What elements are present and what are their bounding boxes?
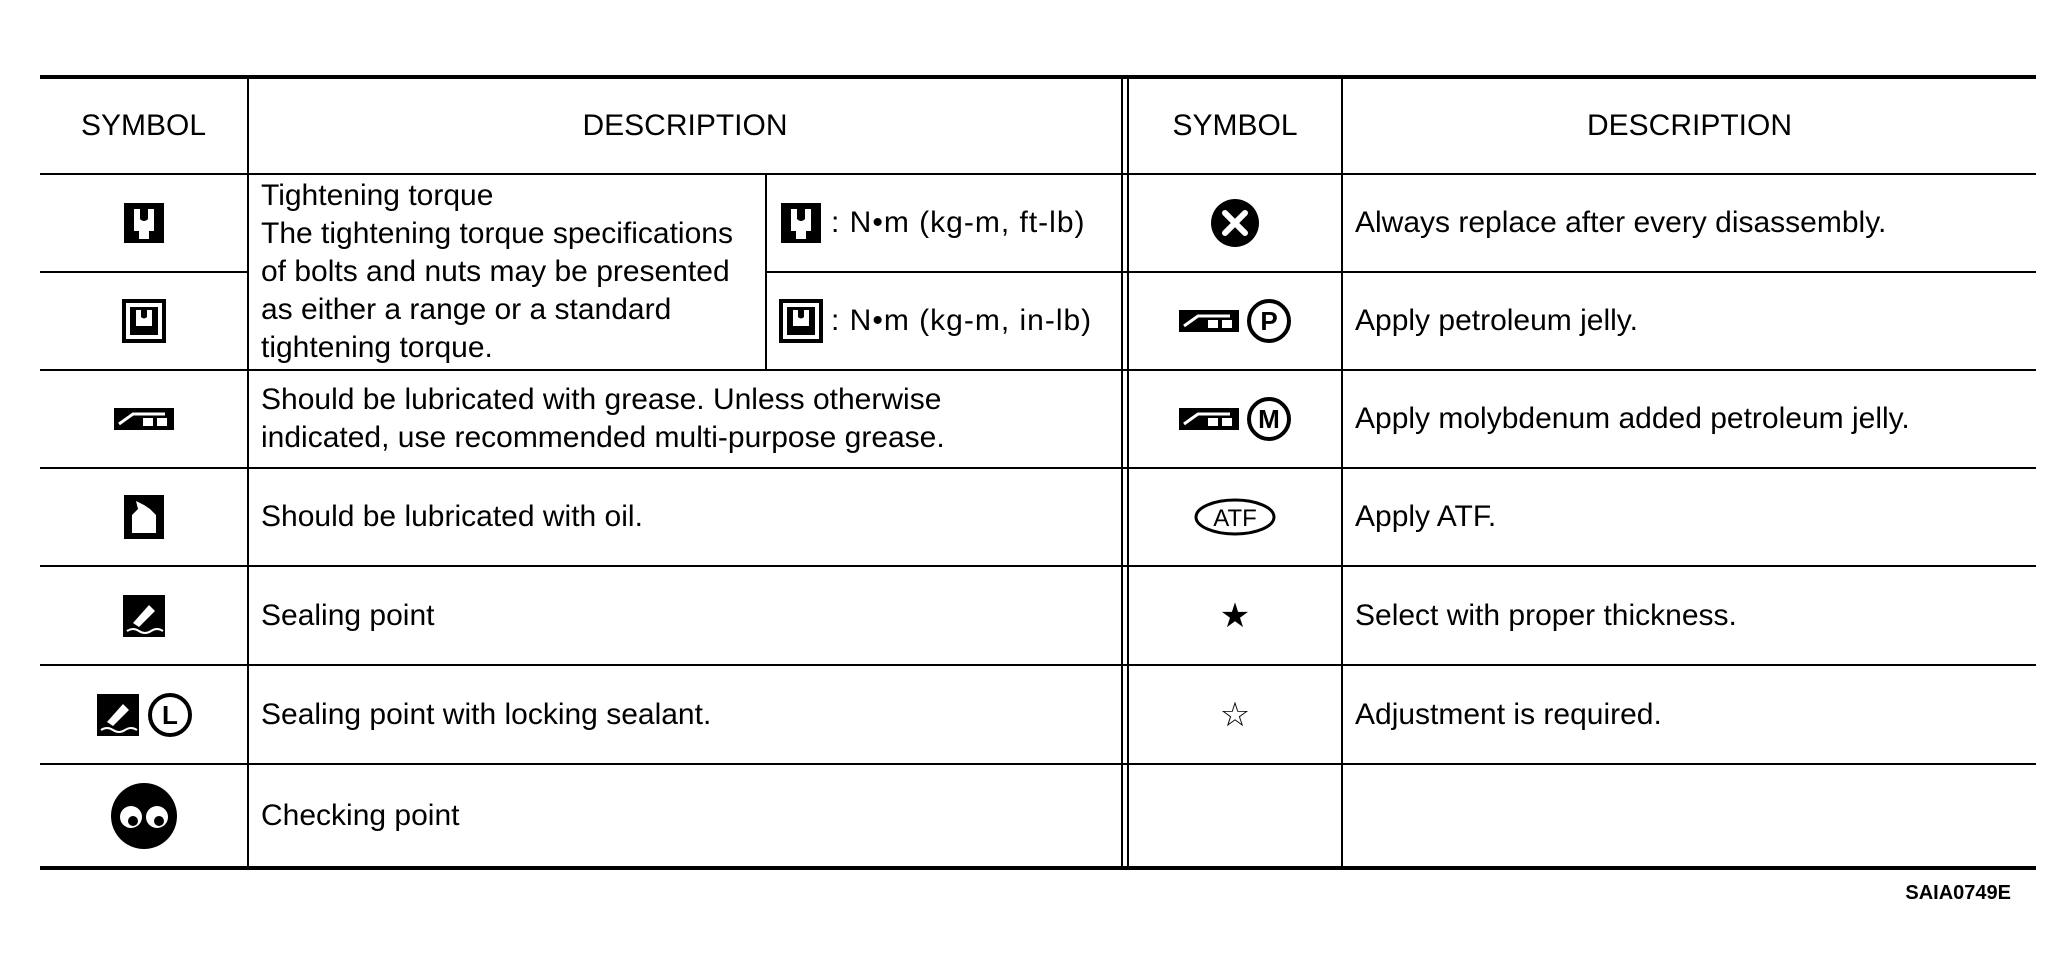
petroleum-description: Apply petroleum jelly. [1355, 304, 1638, 337]
sealing-locking-description: Sealing point with locking sealant. [261, 697, 712, 731]
grease-petroleum-icon [1129, 273, 1341, 369]
sealing-description: Sealing point [261, 598, 435, 632]
torque-unit-ft-lb-text: : N•m (kg-m, ft-lb) [831, 206, 1086, 239]
grease-description [261, 371, 1111, 467]
atf-description: Apply ATF. [1355, 500, 1497, 533]
header-symbol-right: SYMBOL [1172, 109, 1298, 142]
torque-ft-lb-small-icon [779, 201, 823, 245]
table-bottom-border [40, 866, 2036, 870]
replace-description: Always replace after every disassembly. [1355, 206, 1887, 239]
torque-description [261, 175, 761, 369]
empty-symbol-cell [1129, 765, 1341, 866]
torque-desc-line: tightening torque. [261, 331, 493, 364]
grease-small-icon [1178, 404, 1240, 434]
torque-desc-line: as either a range or a standard [261, 293, 672, 326]
grease-desc-line: Should be lubricated with grease. Unless otherwise [261, 383, 942, 416]
checking-description: Checking point [261, 798, 460, 832]
sealing-point-icon [40, 567, 247, 664]
atf-icon [1129, 469, 1341, 565]
torque-ft-lb-icon [40, 175, 247, 271]
center-double-rule [1121, 75, 1123, 870]
torque-unit-in-lb [767, 273, 1121, 369]
svg-text:M: M [1258, 404, 1280, 434]
torque-unit-ft-lb [767, 175, 1121, 271]
thickness-description: Select with proper thickness. [1355, 598, 1737, 632]
checking-point-icon [40, 765, 247, 866]
oil-can-icon [40, 469, 247, 565]
grease-molybdenum-icon [1129, 371, 1341, 467]
molybdenum-description: Apply molybdenum added petroleum jelly. [1355, 402, 1910, 435]
grease-small-icon [1178, 306, 1240, 336]
torque-desc-line: The tightening torque specifications [261, 217, 733, 250]
svg-text:L: L [161, 699, 178, 730]
grease-icon [40, 371, 247, 467]
torque-desc-line: Tightening torque [261, 179, 494, 212]
adjustment-description: Adjustment is required. [1355, 697, 1662, 731]
torque-unit-in-lb-text: : N•m (kg-m, in-lb) [831, 304, 1093, 337]
petroleum-p-icon [1246, 298, 1292, 344]
locking-l-icon [147, 692, 193, 738]
svg-text:P: P [1260, 306, 1278, 336]
sealing-locking-icon [40, 666, 247, 763]
torque-in-lb-icon [40, 273, 247, 369]
header-symbol-left: SYMBOL [80, 109, 207, 142]
header-description-left: DESCRIPTION [582, 109, 788, 142]
replace-x-icon [1129, 175, 1341, 271]
torque-in-lb-small-icon [779, 299, 823, 343]
header-description-right: DESCRIPTION [1586, 109, 1793, 142]
filled-star-icon: ★ [1219, 596, 1251, 635]
figure-code: SAIA0749E [1905, 882, 2011, 904]
outline-star-icon: ☆ [1219, 695, 1251, 734]
symbol-table [40, 75, 2036, 872]
oil-description: Should be lubricated with oil. [261, 500, 643, 533]
sealing-point-small-icon [95, 692, 141, 738]
svg-text:ATF: ATF [1213, 505, 1257, 532]
torque-desc-line: of bolts and nuts may be presented [261, 255, 730, 288]
molybdenum-m-icon [1246, 396, 1292, 442]
grease-desc-line: indicated, use recommended multi-purpose grease. [261, 421, 945, 454]
empty-description-cell [1343, 765, 2036, 866]
